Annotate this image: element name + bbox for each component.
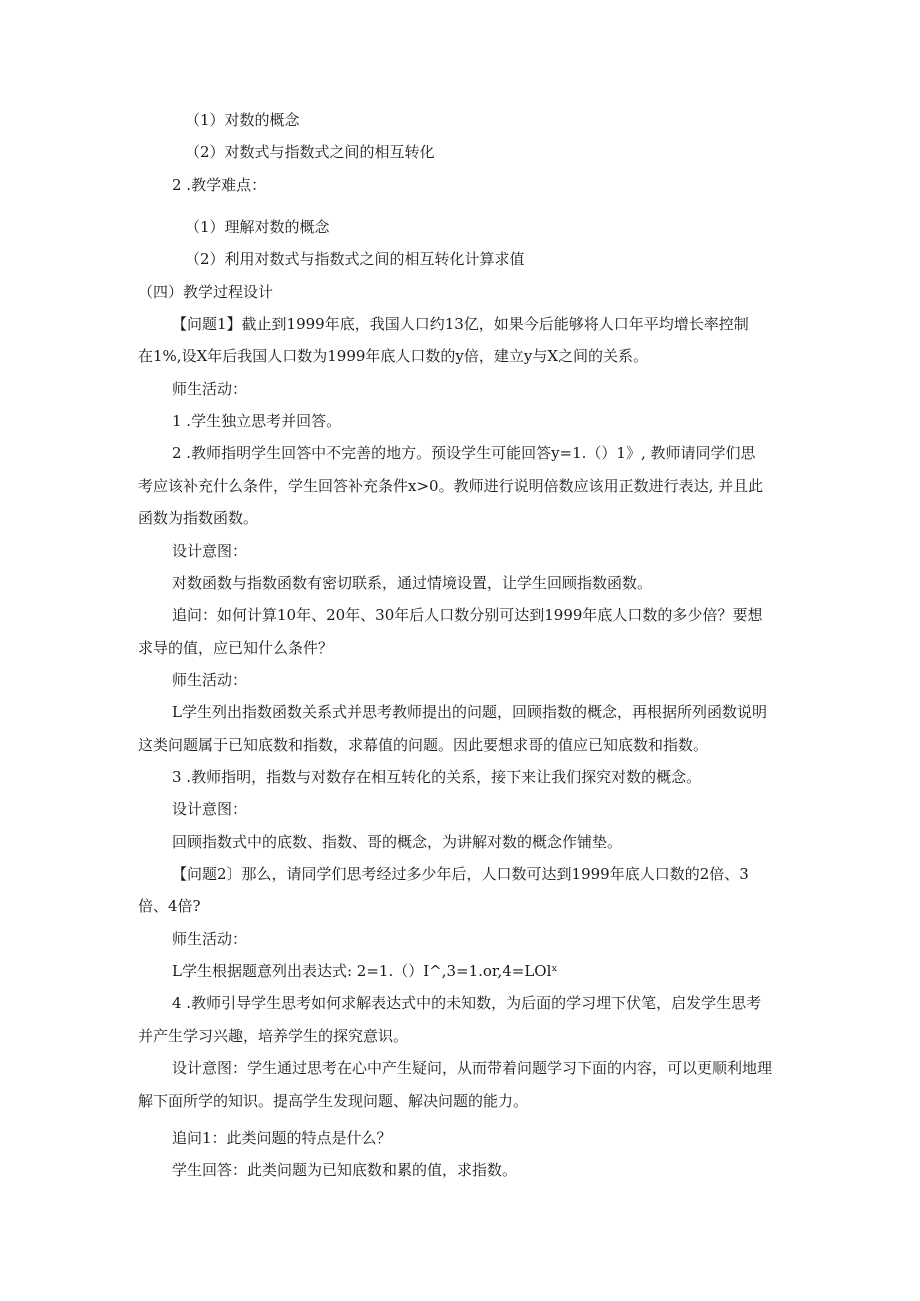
text-line: 求导的值，应已知什么条件？ xyxy=(138,639,334,657)
text-line: 解下面所学的知识。提高学生发现问题、解决问题的能力。 xyxy=(138,1092,529,1110)
text-line: 这类问题属于已知底数和指数，求幕值的问题。因此要想求哥的值应已知底数和指数。 xyxy=(138,736,709,754)
text-line: 师生活动： xyxy=(172,380,248,398)
text-line: （2）利用对数式与指数式之间的相互转化计算求值 xyxy=(185,250,525,268)
text-line: 追问：如何计算10年、20年、30年后人口数分别可达到1999年底人口数的多少倍？要想 xyxy=(172,606,763,624)
text-line: 3 .教师指明，指数与对数存在相互转化的关系，接下来让我们探究对数的概念。 xyxy=(172,768,702,786)
text-line: 师生活动： xyxy=(172,671,248,689)
text-line: 学生回答：此类问题为已知底数和累的值，求指数。 xyxy=(172,1161,518,1179)
text-line: 【问题2〕那么，请同学们思考经过多少年后，人口数可达到1999年底人口数的2倍、3 xyxy=(172,865,749,883)
text-line: 设计意图： xyxy=(172,542,248,560)
text-line: 对数函数与指数函数有密切联系，通过情境设置，让学生回顾指数函数。 xyxy=(172,574,653,592)
text-line: 回顾指数式中的底数、指数、哥的概念，为讲解对数的概念作铺垫。 xyxy=(172,833,623,851)
text-line: 师生活动： xyxy=(172,930,248,948)
text-line: （2）对数式与指数式之间的相互转化 xyxy=(185,143,435,161)
text-line: 倍、4倍? xyxy=(138,897,201,915)
text-line: 1 .学生独立思考并回答。 xyxy=(172,412,342,430)
text-line: 设计意图：学生通过思考在心中产生疑问，从而带着问题学习下面的内容，可以更顺利地理 xyxy=(172,1059,773,1077)
text-line: 函数为指数函数。 xyxy=(138,509,259,527)
text-line: （1）理解对数的概念 xyxy=(185,218,330,236)
text-line: 考应该补充什么条件，学生回答补充条件x>0。教师进行说明倍数应该用正数进行表达, 并且此 xyxy=(138,477,764,495)
text-line: 并产生学习兴趣，培养学生的探究意识。 xyxy=(138,1027,409,1045)
text-line: 4 .教师引导学生思考如何求解表达式中的未知数，为后面的学习埋下伏笔，启发学生思考 xyxy=(172,994,762,1012)
text-line: 在1%,设X年后我国人口数为1999年底人口数的y倍，建立y与X之间的关系。 xyxy=(138,347,649,365)
text-line: L学生列出指数函数关系式并思考教师提出的问题，回顾指数的概念，再根据所列函数说明 xyxy=(172,703,767,721)
text-line: （1）对数的概念 xyxy=(185,111,300,129)
text-line: （四）教学过程设计 xyxy=(138,283,274,301)
text-line: 2 .教师指明学生回答中不完善的地方。预设学生可能回答y=1.（）1》, 教师请同学们思 xyxy=(172,444,756,462)
text-line: 追问1：此类问题的特点是什么？ xyxy=(172,1129,392,1147)
text-line: 【问题1】截止到1999年底，我国人口约13亿，如果今后能够将人口年平均增长率控制 xyxy=(172,315,749,333)
text-line: L学生根据题意列出表达式: 2=1.（）I^,3=1.or,4=LOlˣ xyxy=(172,962,558,980)
text-line: 2 .教学难点： xyxy=(172,176,267,194)
text-line: 设计意图： xyxy=(172,800,248,818)
